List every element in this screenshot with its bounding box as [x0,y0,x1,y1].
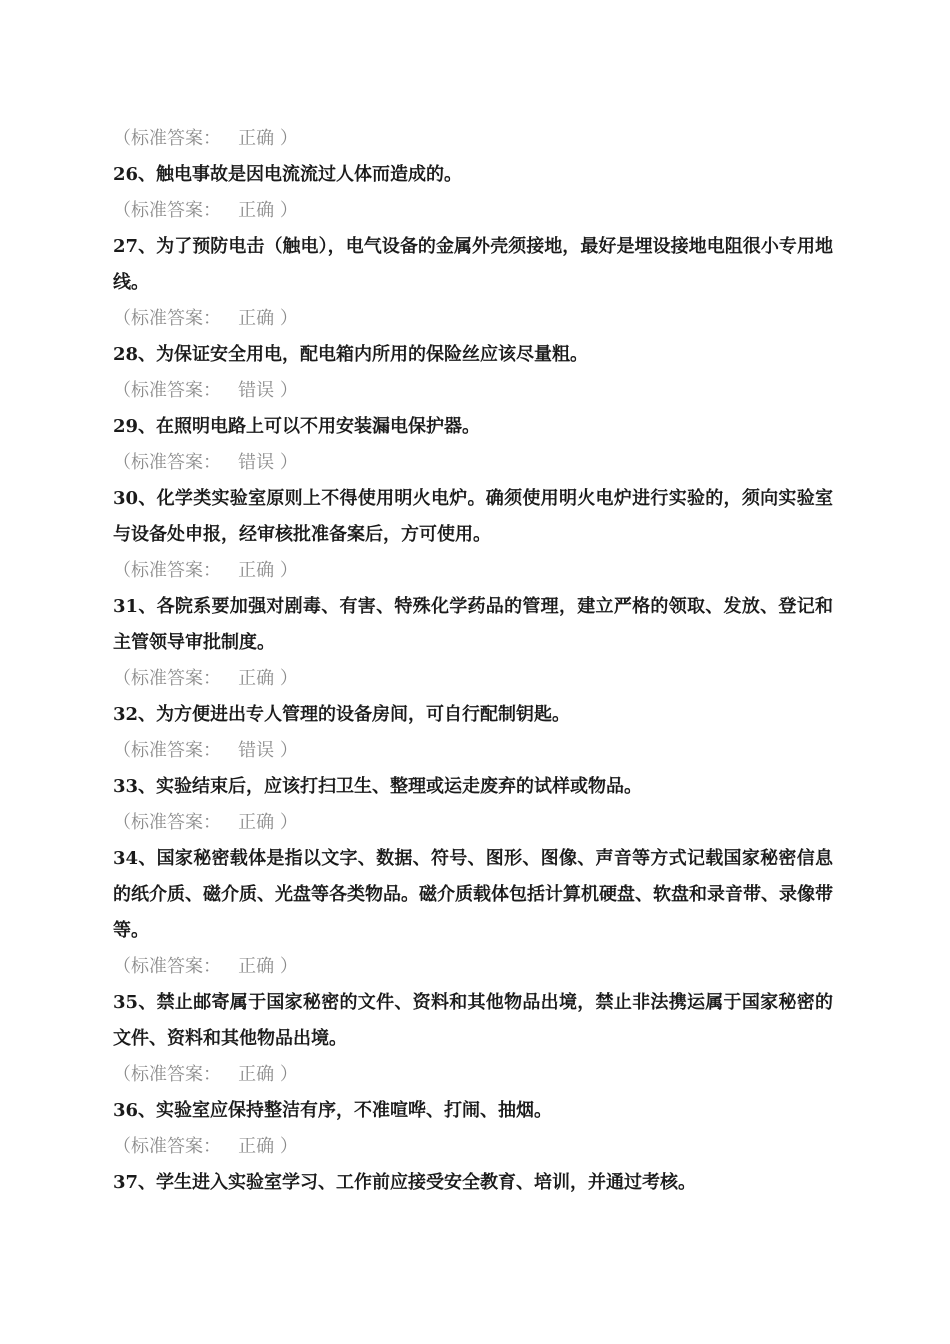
answer-line [113,733,833,769]
question-34: 34、国家秘密载体是指以文字、数据、符号、图形、图像、声音等方式记载国家秘密信息的纸介质、磁介质、光盘等各类物品。磁介质载体包括计算机硬盘、软盘和录音带、录像带等。 [113,848,833,941]
answer-line [113,1129,833,1165]
answer-line [113,445,833,481]
answer-close: ） [279,200,298,221]
answer-value: 错误 [238,740,275,761]
answer-label: （标准答案： [113,956,221,977]
answer-value: 错误 [238,380,275,401]
question-33: 33、实验结束后，应该打扫卫生、整理或运走废弃的试样或物品。 [113,776,643,797]
answer-close: ） [279,956,298,977]
answer-value: 正确 [238,128,275,149]
answer-close: ） [279,308,298,329]
answer-value: 正确 [238,1064,275,1085]
question-28: 28、为保证安全用电，配电箱内所用的保险丝应该尽量粗。 [113,344,589,365]
answer-label: （标准答案： [113,308,221,329]
answer-close: ） [279,560,298,581]
answer-label: （标准答案： [113,452,221,473]
answer-line [113,301,833,337]
answer-close: ） [279,380,298,401]
answer-line [113,805,833,841]
question-27: 27、为了预防电击（触电），电气设备的金属外壳须接地，最好是埋设接地电阻很小专用地线。 [113,236,833,293]
answer-value: 正确 [238,308,275,329]
answer-close: ） [279,1064,298,1085]
answer-label: （标准答案： [113,1064,221,1085]
answer-label: （标准答案： [113,380,221,401]
question-31: 31、各院系要加强对剧毒、有害、特殊化学药品的管理，建立严格的领取、发放、登记和主管领导审批制度。 [113,596,833,653]
answer-line [113,193,833,229]
answer-close: ） [279,1136,298,1157]
answer-line [113,373,833,409]
answer-label: （标准答案： [113,128,221,149]
answer-line [113,949,833,985]
answer-line [113,553,833,589]
question-29: 29、在照明电路上可以不用安装漏电保护器。 [113,416,481,437]
answer-label: （标准答案： [113,668,221,689]
answer-close: ） [279,668,298,689]
answer-label: （标准答案： [113,812,221,833]
question-32: 32、为方便进出专人管理的设备房间，可自行配制钥匙。 [113,704,571,725]
answer-value: 错误 [238,452,275,473]
question-30: 30、化学类实验室原则上不得使用明火电炉。确须使用明火电炉进行实验的，须向实验室与设备处申报，经审核批准备案后，方可使用。 [113,488,833,545]
question-37: 37、学生进入实验室学习、工作前应接受安全教育、培训，并通过考核。 [113,1172,697,1193]
answer-label: （标准答案： [113,1136,221,1157]
answer-value: 正确 [238,1136,275,1157]
answer-value: 正确 [238,560,275,581]
question-35: 35、禁止邮寄属于国家秘密的文件、资料和其他物品出境，禁止非法携运属于国家秘密的文件、资料和其他物品出境。 [113,992,833,1049]
answer-label: （标准答案： [113,560,221,581]
answer-close: ） [279,740,298,761]
answer-value: 正确 [238,812,275,833]
answer-line [113,1057,833,1093]
question-36: 36、实验室应保持整洁有序，不准喧哗、打闹、抽烟。 [113,1100,553,1121]
answer-label: （标准答案： [113,740,221,761]
question-list [113,121,833,1201]
answer-label: （标准答案： [113,200,221,221]
answer-value: 正确 [238,668,275,689]
answer-value: 正确 [238,200,275,221]
answer-value: 正确 [238,956,275,977]
answer-close: ） [279,128,298,149]
question-26: 26、触电事故是因电流流过人体而造成的。 [113,164,463,185]
answer-close: ） [279,452,298,473]
answer-close: ） [279,812,298,833]
answer-line [113,661,833,697]
answer-line [113,121,833,157]
